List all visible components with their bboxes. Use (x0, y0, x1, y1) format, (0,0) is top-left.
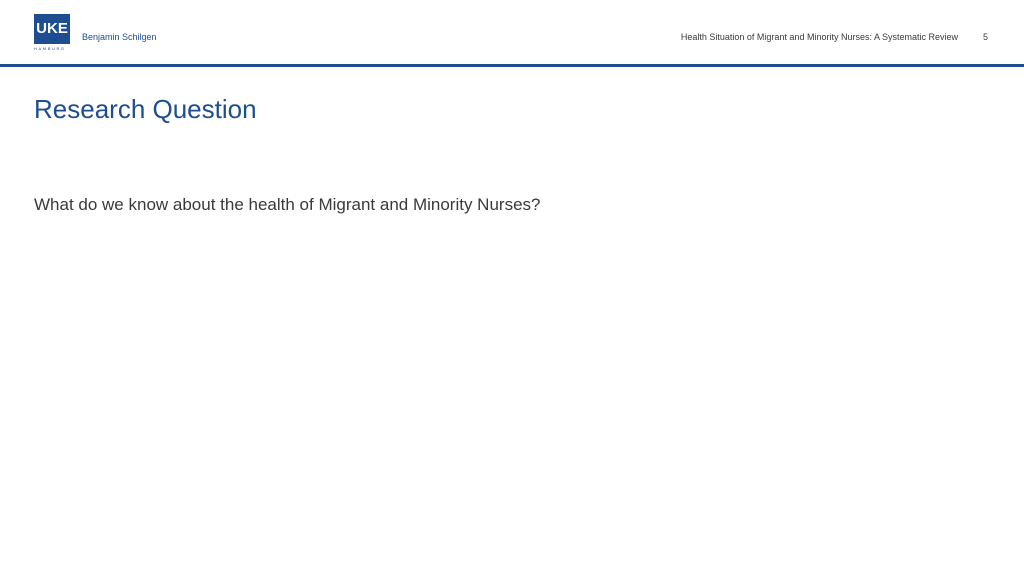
slide-title: Research Question (34, 94, 257, 124)
page-number: 5 (982, 32, 988, 42)
author-name: Benjamin Schilgen (82, 32, 157, 42)
uke-logo-mark: UKE (34, 14, 70, 44)
uke-logo (34, 14, 70, 52)
uke-logo-subtext: HAMBURG (34, 46, 66, 51)
header-divider (0, 64, 1024, 67)
presentation-title: Health Situation of Migrant and Minority Nurses: A Systematic Review (680, 32, 958, 42)
slide-header (0, 0, 1024, 64)
research-question-text: What do we know about the health of Migrant and Minority Nurses? (34, 195, 541, 214)
